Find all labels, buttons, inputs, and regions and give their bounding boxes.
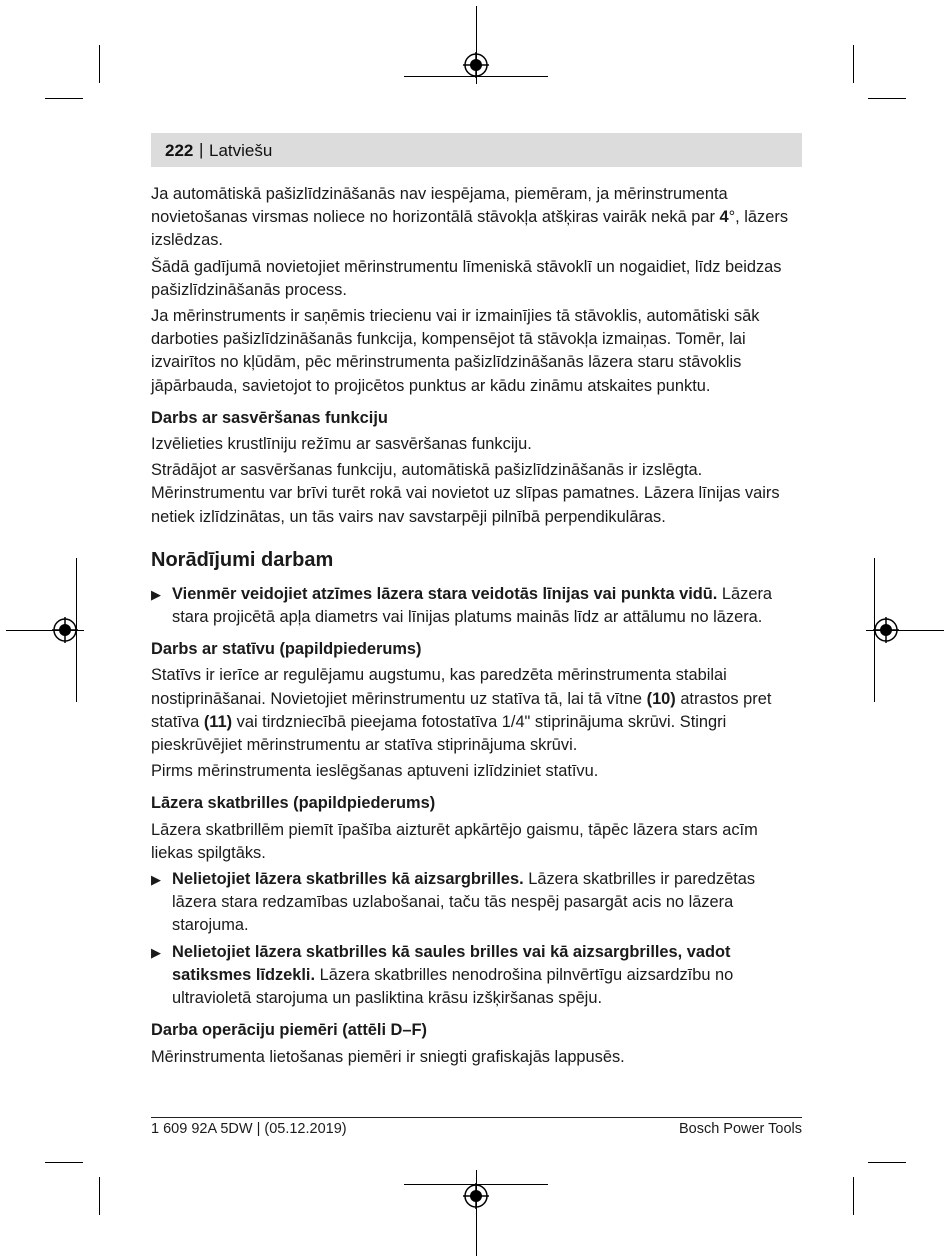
- registration-mark-icon: [873, 617, 899, 643]
- page-header: [151, 133, 802, 167]
- bullet-arrow-icon: ▶: [151, 944, 161, 960]
- registration-mark-icon: [463, 1183, 489, 1209]
- bullet-arrow-icon: ▶: [151, 872, 161, 888]
- paragraph-tilt-1: Izvēlieties krustlīniju režīmu ar sasvēršanas funkciju.: [151, 435, 532, 454]
- heading-laser-glasses: Lāzera skatbrilles (papildpiederums): [151, 794, 436, 813]
- paragraph-impact: Ja mērinstruments ir saņēmis triecienu vai ir izmainījies tā stāvoklis, automātiski sāk darboties pašizlīdzināšanās funkcija, kompensējot tā stāvokļa izmaiņas. Tomēr, lai izvairītos no kļūdām, pēc mērinstrumenta pašizlīdzināšanās lāzera staru stāvoklis jāpārbauda, savietojot to projicētos punktus ar kādu zināmu atskaites punktu.: [151, 307, 760, 395]
- paragraph-tilt-2: Strādājot ar sasvēršanas funkciju, automātiskā pašizlīdzināšanās ir izslēgta. Mērinstrumentu var brīvi turēt rokā vai novietot uz slīpas pamatnes. Lāzera līnijas vairs netiek izlīdzinātas, un tās vairs nav savstarpēji pilnībā perpendikulāras.: [151, 461, 780, 526]
- crop-mark-icon: [868, 1162, 906, 1163]
- header-separator: |: [199, 140, 204, 159]
- paragraph-glasses-1: Lāzera skatbrillēm piemīt īpašība aizturēt apkārtējo gaismu, tāpēc lāzera stars acīm liekas spilgtāks.: [151, 820, 758, 862]
- paragraph-autolevel: Ja automātiskā pašizlīdzināšanās nav iespējama, piemēram, ja mērinstrumenta novietošanas virsmas noliece no horizontālā stāvokļa atšķiras vairāk nekā par 4°, lāzers izslēdzas.: [151, 185, 789, 250]
- crop-mark-icon: [868, 98, 906, 99]
- section-title-work-notes: Norādījumi darbam: [151, 548, 334, 571]
- footer-brand: Bosch Power Tools: [678, 1121, 802, 1137]
- crop-mark-icon: [853, 45, 854, 83]
- heading-examples: Darba operāciju piemēri (attēli D–F): [151, 1021, 427, 1040]
- paragraph-examples: Mērinstrumenta lietošanas piemēri ir sniegti grafiskajās lappusēs.: [151, 1047, 625, 1066]
- page-number: 222: [165, 141, 194, 160]
- heading-tripod: Darbs ar statīvu (papildpiederums): [151, 640, 422, 659]
- crop-mark-icon: [45, 1162, 83, 1163]
- crop-mark-icon: [853, 1177, 854, 1215]
- footer-divider: [151, 1117, 802, 1118]
- crop-mark-icon: [99, 45, 100, 83]
- bullet-arrow-icon: ▶: [151, 586, 161, 602]
- header-language: Latviešu: [209, 141, 273, 160]
- page-content: [151, 183, 802, 1072]
- registration-mark-icon: [52, 617, 78, 643]
- bullet-item: ▶ Vienmēr veidojiet atzīmes lāzera stara veidotās līnijas vai punkta vidū. Lāzera stara projicētā apļa diametrs vai līnijas platums mainās līdz ar attālumu no lāzera.: [151, 584, 773, 627]
- bullet-item: ▶ Nelietojiet lāzera skatbrilles kā saules brilles vai kā aizsargbrilles, vadot satiksmes līdzekli. Lāzera skatbrilles nenodrošina pilnvērtīgu aizsardzību no ultravioletā starojuma un pasliktina krāsu izšķiršanas spēju.: [151, 942, 734, 1008]
- paragraph-tripod-2: Pirms mērinstrumenta ieslēgšanas aptuveni izlīdziniet statīvu.: [151, 762, 599, 781]
- crop-mark-icon: [99, 1177, 100, 1215]
- paragraph-level-position: Šādā gadījumā novietojiet mērinstrumentu līmeniskā stāvoklī un nogaidiet, līdz beidzas pašizlīdzināšanās process.: [151, 257, 782, 299]
- crop-mark-icon: [45, 98, 83, 99]
- footer-doc-id: 1 609 92A 5DW | (05.12.2019): [151, 1121, 347, 1137]
- heading-tilt-function: Darbs ar sasvēršanas funkciju: [151, 408, 388, 427]
- bullet-item: ▶ Nelietojiet lāzera skatbrilles kā aizsargbrilles. Lāzera skatbrilles ir paredzētas lāzera stara redzamības uzlabošanai, taču tās nespēj pasargāt acis no lāzera starojuma.: [151, 870, 756, 935]
- paragraph-tripod-1: Statīvs ir ierīce ar regulējamu augstumu, kas paredzēta mērinstrumenta stabilai nostiprināšanai. Novietojiet mērinstrumentu uz statīva tā, lai tā vītne (10) atrastos pret statīva (11) vai tirdzniecībā pieejama fotostatīva 1/4" stiprinājuma skrūvi. Stingri pieskrūvējiet mērinstrumentu ar statīva stiprinājuma skrūvi.: [151, 666, 772, 755]
- registration-mark-icon: [463, 52, 489, 78]
